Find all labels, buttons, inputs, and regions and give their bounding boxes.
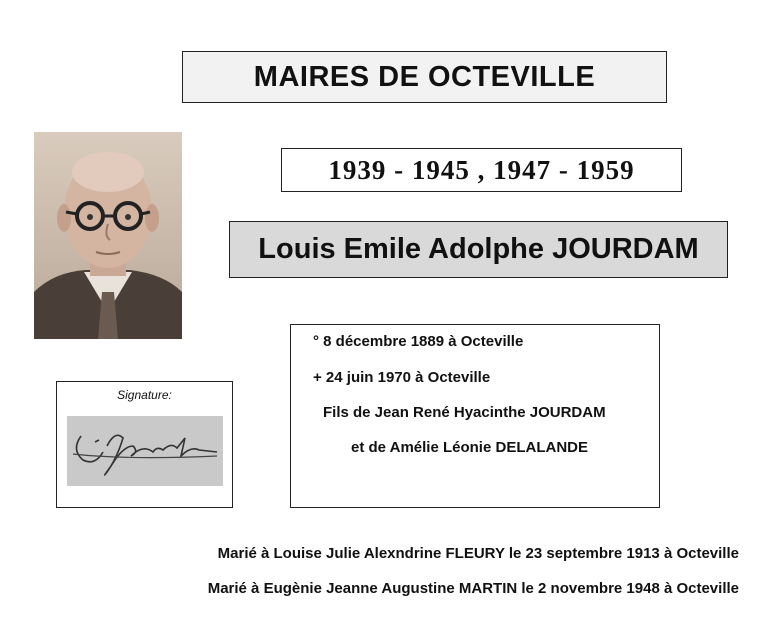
portrait-photo — [34, 132, 182, 339]
signature-scribble — [67, 416, 223, 486]
death-line: + 24 juin 1970 à Octeville — [313, 369, 491, 386]
page-title: MAIRES DE OCTEVILLE — [253, 60, 596, 93]
mayor-name: Louis Emile Adolphe JOURDAM — [258, 233, 699, 265]
signature-label: Signature: — [117, 388, 172, 402]
term-years-box — [281, 148, 682, 192]
portrait-image — [34, 132, 182, 339]
biography-box — [290, 324, 660, 508]
title-box — [182, 51, 667, 103]
marriage-line-2: Marié à Eugènie Jeanne Augustine MARTIN le 2 novembre 1948 à Octeville — [207, 580, 739, 597]
mother-line: et de Amélie Léonie DELALANDE — [351, 439, 588, 456]
birth-line: ° 8 décembre 1889 à Octeville — [313, 333, 524, 350]
marriage-line-1: Marié à Louise Julie Alexndrine FLEURY le 23 septembre 1913 à Octeville — [217, 545, 739, 562]
signature-image — [67, 416, 223, 486]
term-years: 1939 - 1945 , 1947 - 1959 — [328, 154, 635, 185]
father-line: Fils de Jean René Hyacinthe JOURDAM — [323, 404, 606, 421]
signature-box — [56, 381, 233, 508]
mayor-name-box — [229, 221, 728, 278]
